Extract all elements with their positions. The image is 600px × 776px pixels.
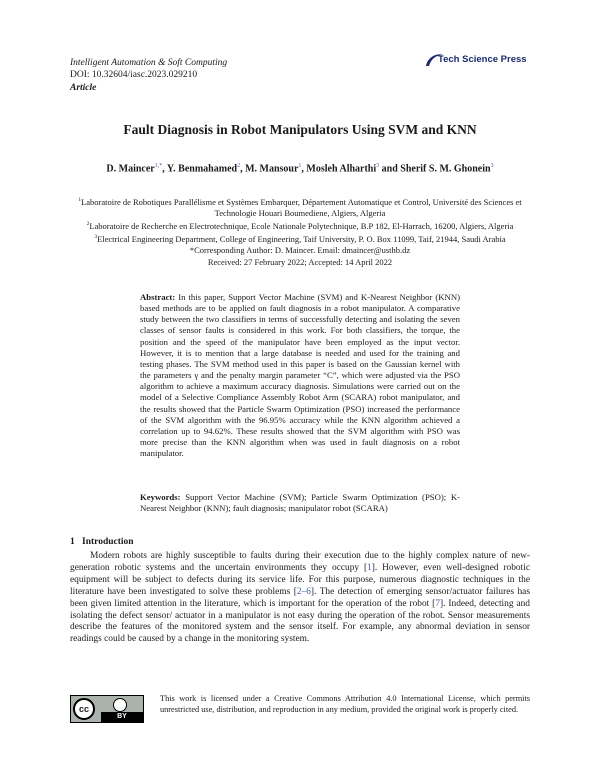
affiliation: $^1$Laboratoire de Robotiques Parallélisme et Systèmes Embarquer, Département Automatique et Control, Université des Sciences et Technologie Houari Boumediene, Algiers, Algeria (78, 196, 522, 219)
author: M. Mansour (245, 163, 299, 175)
author-affil-mark[interactable]: 2 (237, 163, 241, 169)
article-type: Article (70, 83, 97, 93)
abstract-text: In this paper, Support Vector Machine (SVM) and K-Nearest Neighbor (KNN) based methods are to be applied on fault diagnosis in a robot manipulator. A comparative study between the two classifiers in terms of successfully detecting and isolating the seven classes of sensor faults is considered in this work. For both classifiers, the torque, the position and the speed of the manipulator have been employed as the input vector. However, it is to mention that a large database is needed and used for the training and testing phases. The SVM method used in this paper is based on the Gaussian kernel with the parameters γ and the penalty margin parameter “C”, which were adjusted via the PSO algorithm to achieve a maximum accuracy diagnosis. Simulations were carried out on the model of a Selective Compliance Assembly Robot Arm (SCARA) robot manipulator, and the results showed that the Particle Swarm Optimization (PSO) increased the performance of the SVM algorithm with the 96.95% accuracy while the KNN algorithm achieved a correlation up to 94.62%. These results showed that the SVM algorithm with PSO was more precise than the KNN algorithm when was used in fault diagnosis on a robot manipulator. (140, 292, 460, 459)
citation-link[interactable]: 7 (435, 598, 440, 609)
author-list: D. Maincer$^{1,*}$, Y. Benmahamed$^2$, M. Mansour$^1$, Mosleh Alharthi$^3$ and Sherif S. M. Ghonein$^3$ (106, 163, 494, 175)
affiliation: $^2$Laboratoire de Recherche en Electrotechnique, Ecole Nationale Polytechnique, B.P 182, El-Harrach, 16200, Algiers, Algeria (86, 221, 514, 232)
section-heading (70, 536, 134, 548)
intro-paragraph: Modern robots are highly susceptible to faults during their execution due to the highly complex nature of new-generation robotic systems and the uncertain environments they occupy [1]. However, even well-designed robotic equipment will be subject to defects during its service life. For this purpose, numerous diagnostic techniques in the literature have been investigated to solve these problems [2–6]. The detection of emerging sensor/actuator failures has been given limited attention in the literature, which is important for the operation of the robot [7]. Indeed, detecting and isolating the defect sensor/ actuator in a manipulator is not easy during the operation of the robot. Sensor measurements describe the features of the monitored system and the sensor itself. For example, any abnormal deviation in sensor readings could be caused by a change in the monitoring system. (70, 551, 530, 645)
section-number: 1 (70, 537, 75, 547)
author-affil-mark[interactable]: 1 (298, 163, 302, 169)
citation-link[interactable]: 1 (367, 562, 372, 573)
person-icon (113, 698, 127, 712)
author-affil-mark[interactable]: 1,* (154, 163, 163, 169)
author-affil-mark[interactable]: 3 (490, 163, 494, 169)
section-title: Introduction (82, 537, 134, 547)
affiliations (60, 195, 540, 268)
journal-name: Intelligent Automation & Soft Computing (70, 58, 228, 68)
keywords (140, 492, 460, 514)
author: Mosleh Alharthi (306, 163, 377, 175)
by-label: BY (101, 712, 143, 722)
affiliation: $^3$Electrical Engineering Department, College of Engineering, Taif University, P. O. Box 11099, Taif, 21944, Saudi Arabia (94, 234, 506, 245)
author: Y. Benmahamed (166, 163, 238, 175)
publisher-name: Tech Science Press (438, 54, 527, 65)
abstract-label: Abstract: (140, 292, 176, 302)
paper-title: Fault Diagnosis in Robot Manipulators Using SVM and KNN (123, 122, 477, 137)
license-text: This work is licensed under a Creative Commons Attribution 4.0 International License, which permits unrestricted use, distribution, and reproduction in any medium, provided the original work is properly cited. (160, 694, 530, 714)
corresponding-author: *Corresponding Author: D. Maincer. Email: dmaincer@usthb.dz (189, 245, 411, 256)
cc-by-license-badge[interactable] (70, 695, 144, 723)
author: D. Maincer (106, 163, 155, 175)
received-accepted-dates: Received: 27 February 2022; Accepted: 14 April 2022 (207, 256, 393, 267)
doi[interactable]: DOI: 10.32604/iasc.2023.029210 (70, 70, 198, 80)
abstract (140, 292, 460, 459)
author-affil-mark[interactable]: 3 (376, 163, 380, 169)
publisher-logo (424, 52, 536, 70)
author: Sherif S. M. Ghonein (400, 163, 491, 175)
cc-icon: cc (73, 698, 95, 720)
keywords-label: Keywords: (140, 492, 181, 502)
keywords-text: Support Vector Machine (SVM); Particle Swarm Optimization (PSO); K-Nearest Neighbor (KNN); fault diagnosis; manipulator robot (SCARA) (140, 492, 460, 514)
citation-link[interactable]: 2–6 (296, 586, 311, 597)
